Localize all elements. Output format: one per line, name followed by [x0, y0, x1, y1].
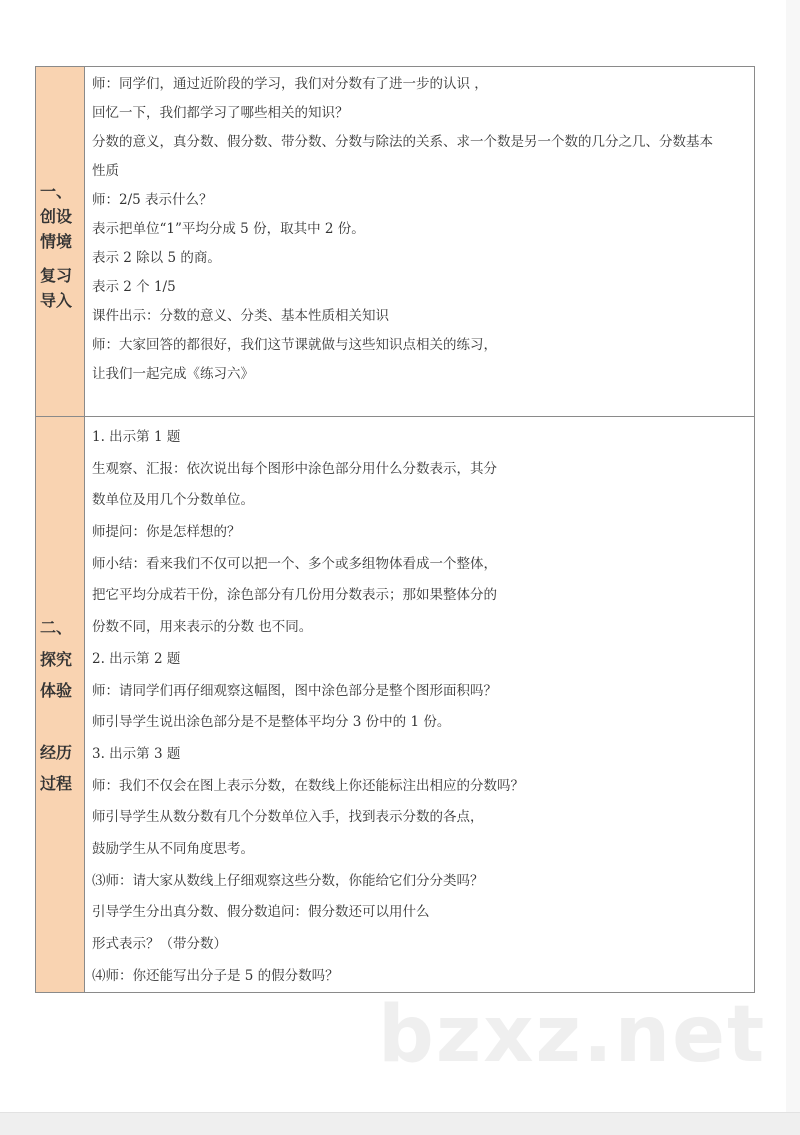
lesson-plan-table [35, 66, 755, 993]
section-label-line: 过程 [40, 774, 73, 793]
text-line: 形式表示？（带分数） [92, 936, 227, 952]
section-label-line: 经历 [40, 743, 73, 762]
section-content [85, 67, 713, 416]
text-line: 表示把单位“1”平均分成 5 份，取其中 2 份。 [92, 221, 365, 237]
bottom-bar [0, 1112, 800, 1135]
section-number: 一、 [40, 182, 73, 201]
text-line: 师：同学们，通过近阶段的学习，我们对分数有了进一步的认识 ， [92, 76, 488, 92]
text-line: 师：2/5 表示什么？ [92, 192, 213, 208]
section-content [85, 417, 524, 992]
section-label-line: 复习 [40, 266, 73, 285]
section-label [36, 417, 85, 992]
text-line: 把它平均分成若干份，涂色部分有几份用分数表示；那如果整体分的 [92, 587, 497, 604]
text-line: 让我们一起完成《练习六》 [92, 366, 254, 382]
section-explore [36, 417, 754, 992]
section-label-line: 导入 [40, 291, 73, 310]
text-line: 表示 2 个 1/5 [92, 279, 176, 295]
text-line: 师引导学生说出涂色部分是不是整体平均分 3 份中的 1 份。 [92, 714, 451, 731]
text-line: 数单位及用几个分数单位。 [92, 492, 254, 509]
text-line: ⑷师：你还能写出分子是 5 的假分数吗？ [92, 967, 339, 984]
section-label [36, 67, 85, 416]
text-line: 师提问：你是怎样想的？ [92, 524, 241, 541]
text-line: 师：大家回答的都很好，我们这节课就做与这些知识点相关的练习， [92, 337, 497, 353]
text-line: 师小结：看来我们不仅可以把一个、多个或多组物体看成一个整体， [92, 555, 497, 572]
text-line: 师：请同学们再仔细观察这幅图，图中涂色部分是整个图形面积吗？ [92, 682, 497, 699]
section-label-line: 情境 [40, 232, 73, 251]
section-number: 二、 [40, 618, 73, 637]
section-label-line: 创设 [40, 207, 73, 226]
text-line: 性质 [92, 163, 119, 179]
text-line: ⑶师：请大家从数线上仔细观察这些分数，你能给它们分分类吗？ [92, 872, 484, 889]
text-line: 引导学生分出真分数、假分数追问：假分数还可以用什么 [92, 904, 430, 921]
section-label-line: 体验 [40, 681, 73, 700]
text-line: 鼓励学生从不同角度思考。 [92, 840, 254, 857]
text-line: 课件出示：分数的意义、分类、基本性质相关知识 [92, 308, 389, 324]
text-line: 分数的意义，真分数、假分数、带分数、分数与除法的关系、求一个数是另一个数的几分之几、分数基本 [92, 134, 713, 150]
watermark: bzxz.net [378, 990, 767, 1080]
text-line: 生观察、汇报：依次说出每个图形中涂色部分用什么分数表示，其分 [92, 460, 497, 477]
text-line: 份数不同，用来表示的分数 也不同。 [92, 619, 313, 636]
text-line: 2. 出示第 2 题 [92, 650, 181, 667]
page-edge [786, 0, 800, 1134]
section-review-intro [36, 67, 754, 417]
section-label-line: 探究 [40, 650, 73, 669]
text-line: 师：我们不仅会在图上表示分数，在数线上你还能标注出相应的分数吗？ [92, 777, 524, 794]
text-line: 回忆一下，我们都学习了哪些相关的知识？ [92, 105, 349, 121]
text-line: 师引导学生从数分数有几个分数单位入手，找到表示分数的各点， [92, 809, 484, 826]
text-line: 表示 2 除以 5 的商。 [92, 250, 221, 266]
text-line: 1. 出示第 1 题 [92, 429, 181, 445]
text-line: 3. 出示第 3 题 [92, 745, 181, 762]
